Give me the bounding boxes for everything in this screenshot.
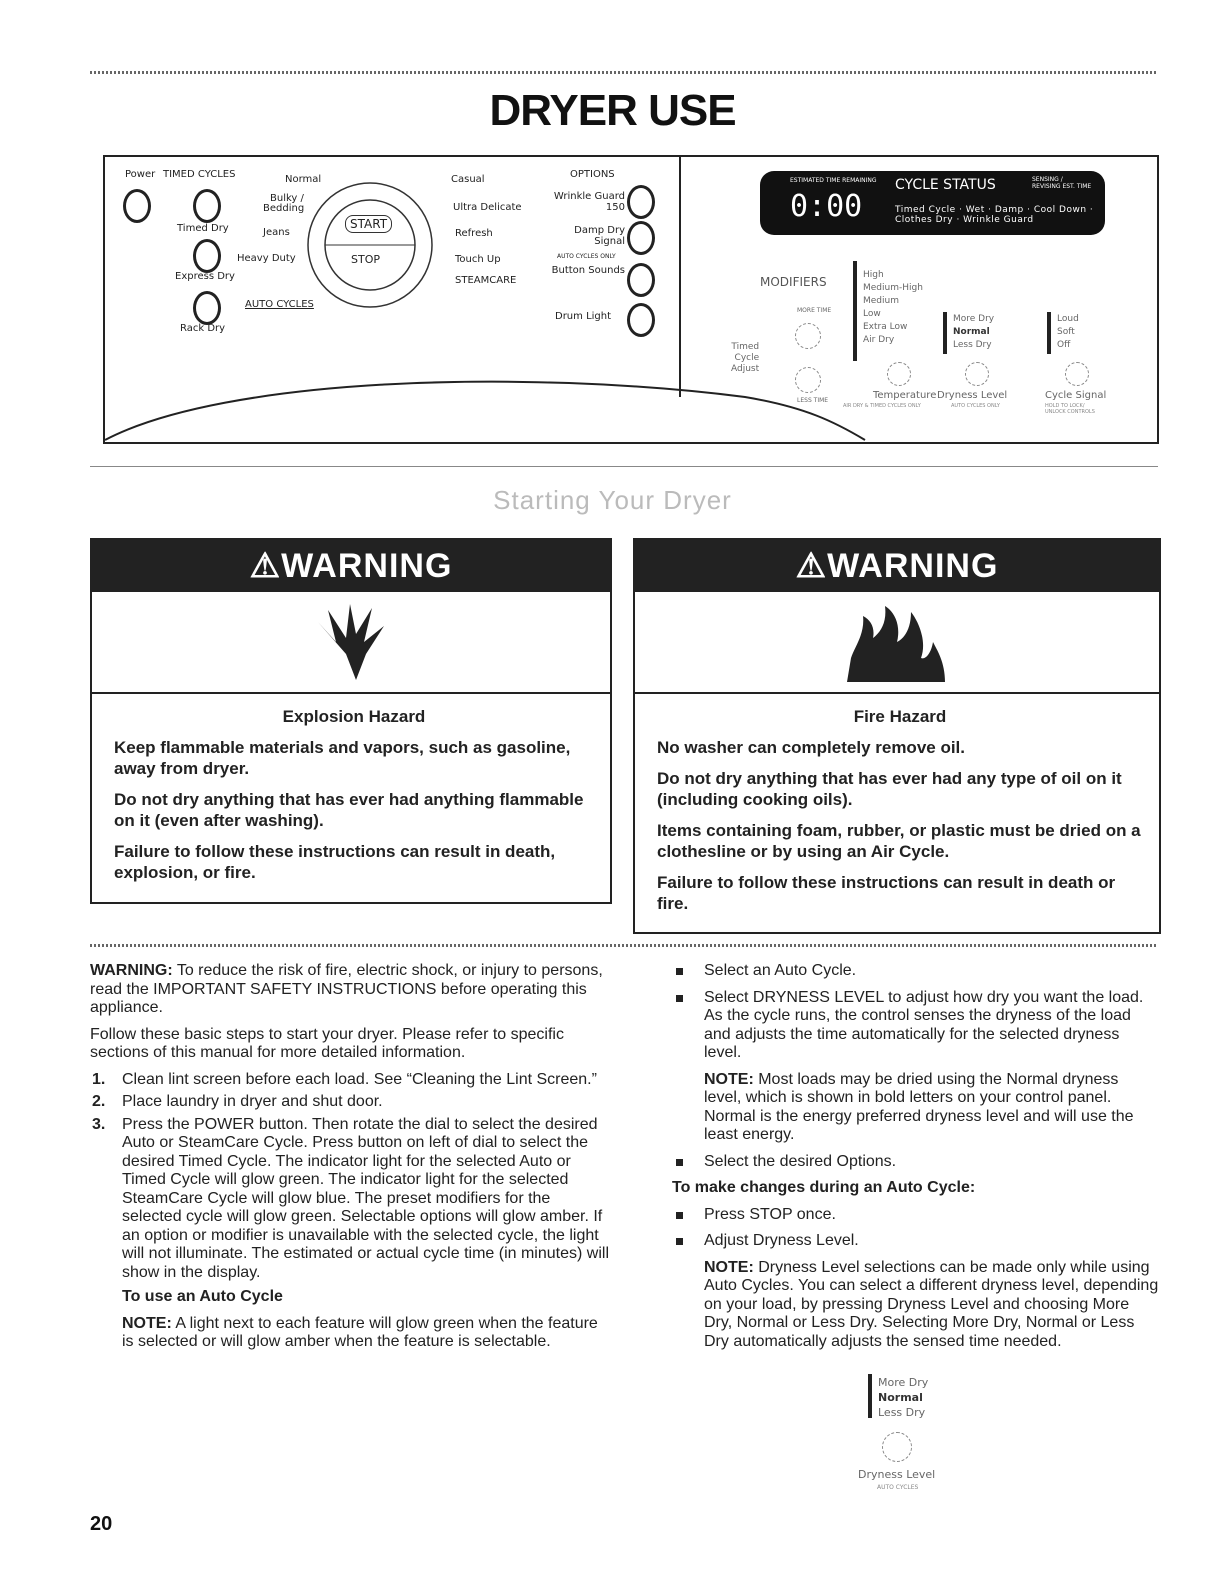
fire-hazard-heading: Fire Hazard (853, 707, 947, 726)
warning-paragraph: WARNING: To reduce the risk of fire, electric shock, or injury to persons, read the IMPORTANT SAFETY INSTRUCTIONS before operating this appliance. (90, 962, 603, 1016)
jeans-label: Jeans (263, 227, 290, 238)
sensing-label: SENSING / REVISING EST. TIME (1032, 176, 1092, 190)
cycle-signal-sub: HOLD TO LOCK/ UNLOCK CONTROLS (1045, 403, 1095, 415)
warning-banner-text: WARNING (827, 546, 999, 585)
power-button[interactable] (123, 189, 151, 223)
time-display: 0:00 (790, 189, 863, 224)
dryness-note: NOTE: Most loads may be dried using the Normal dryness level, which is shown in bold letters on your control panel. Normal is the energy preferred dryness level and will use the least energy. (704, 1070, 1134, 1143)
bulky-label: Bulky / (270, 193, 304, 204)
rack-dry-button[interactable] (193, 291, 221, 325)
normal-label: Normal (285, 174, 322, 185)
left-column (90, 962, 610, 1360)
dryness-selection-note: NOTE: Dryness Level selections can be made only while using Auto Cycles. You can select a different dryness level, depending on your load, by pressing Dryness Level and choosing More Dry, Normal or Less Dry. Selecting More Dry, Normal or Less Dry automatically adjusts the sensed time needed. (704, 1258, 1159, 1350)
warning-line: Do not dry anything that has ever had anything flammable on it (even after washing). (114, 790, 584, 830)
auto-cycle-heading: To use an Auto Cycle (122, 1288, 283, 1305)
cycle-status-label: CYCLE STATUS (895, 177, 996, 193)
dryness-level-label: Dryness Level (937, 390, 1008, 401)
timed-cycles-label: TIMED CYCLES (163, 169, 236, 180)
express-dry-button[interactable] (193, 239, 221, 273)
section-subtitle: Starting Your Dryer (493, 485, 732, 515)
start-button[interactable]: START (345, 215, 392, 233)
warning-box-explosion (90, 538, 612, 904)
fire-icon (841, 602, 951, 686)
dryness-levels: More Dry Normal Less Dry (953, 314, 995, 350)
mini-dryness-button (882, 1432, 912, 1462)
bullet-item: Select an Auto Cycle. (672, 962, 1160, 981)
changes-heading: To make changes during an Auto Cycle: (672, 1179, 976, 1196)
modifiers-label: MODIFIERS (760, 275, 827, 289)
more-time-button[interactable] (795, 323, 821, 349)
bullet-item: Press STOP once. (672, 1206, 1160, 1225)
est-time-label: ESTIMATED TIME REMAINING (790, 177, 877, 184)
explosion-icon (316, 602, 386, 682)
section-rule (90, 466, 1158, 467)
touch-up-label: Touch Up (455, 254, 501, 265)
page-title: DRYER USE (489, 86, 736, 135)
heavy-duty-label: Heavy Duty (237, 253, 296, 264)
warning-line: Items containing foam, rubber, or plastic must be dried on a clothesline or by using an Air Cycle. (657, 821, 1141, 861)
changes-bullets (672, 1206, 1160, 1251)
auto-bullets (672, 962, 1160, 1063)
temp-levels: High Medium-High Medium Low Extra Low Air Dry (863, 270, 923, 345)
bullet-item: Select DRYNESS LEVEL to adjust how dry you want the load. As the cycle runs, the control senses the dryness of the load and adjusts the time automatically for the selected dryness level. (672, 989, 1160, 1063)
less-time-label: LESS TIME (797, 397, 829, 404)
control-panel-illustration (103, 155, 1159, 444)
cycle-signal-button[interactable] (1065, 362, 1089, 386)
warning-banner (92, 540, 610, 592)
warning-line: No washer can completely remove oil. (657, 738, 966, 757)
warning-triangle-icon: ⚠ (795, 547, 828, 585)
signal-bar (1047, 312, 1051, 354)
warning-box-fire (633, 538, 1161, 934)
dryness-bar (943, 312, 947, 354)
top-rule (90, 71, 1158, 74)
wrinkle-guard-label: Wrinkle Guard 150 (553, 191, 625, 213)
damp-dry-signal-label: Damp Dry Signal (574, 225, 625, 247)
express-dry-label: Express Dry (175, 271, 235, 282)
mini-dryness-label: Dryness Level (858, 1468, 936, 1481)
warning-line: Failure to follow these instructions can result in death or fire. (657, 873, 1116, 913)
warning-triangle-icon: ⚠ (249, 547, 282, 585)
less-time-button[interactable] (795, 367, 821, 393)
stop-button[interactable]: STOP (351, 253, 380, 266)
temperature-label: Temperature (873, 390, 937, 401)
ultra-delicate-label: Ultra Delicate (453, 202, 522, 213)
bullet-item: Select the desired Options. (672, 1153, 1160, 1172)
explosion-hazard-heading: Explosion Hazard (282, 707, 426, 726)
warning-line: Keep flammable materials and vapors, such as gasoline, away from dryer. (114, 738, 571, 778)
button-sounds-button[interactable] (627, 263, 655, 297)
warning-line: Failure to follow these instructions can result in death, explosion, or fire. (114, 842, 556, 882)
step-item: 2. Place laundry in dryer and shut door. (92, 1093, 383, 1110)
mini-dryness-levels: More Dry Normal Less Dry (878, 1376, 929, 1419)
dryness-level-button[interactable] (965, 362, 989, 386)
wrinkle-guard-button[interactable] (627, 185, 655, 219)
step-item: 3. Press the POWER button. Then rotate the dial to select the desired Auto or SteamCare Cycle. Press button on left of dial to select the desired Timed Cycle. The indicator light for the selected Auto or Timed Cycle will glow green. The indicator light for the selected SteamCare Cycle will glow blue. The preset modifiers for the selected cycle will glow green. Selectable options will glow amber. If an option or modifier is unavailable with the selected cycle, the light will not illuminate. The estimated or actual cycle time (in minutes) will show in the display. (92, 1115, 609, 1281)
steps-list (90, 1071, 610, 1283)
bedding-label: Bedding (263, 203, 305, 214)
options-bullet (672, 1153, 1160, 1172)
body-rule (90, 944, 1158, 947)
steamcare-label: STEAMCARE (455, 275, 517, 286)
right-column (672, 962, 1160, 1359)
warning-line: Do not dry anything that has ever had any type of oil on it (including cooking oils). (657, 769, 1122, 809)
refresh-label: Refresh (455, 228, 493, 239)
auto-only-label: AUTO CYCLES ONLY (557, 253, 616, 260)
intro-paragraph: Follow these basic steps to start your dryer. Please refer to specific sections of this manual for more detailed information. (90, 1025, 564, 1061)
signal-levels: Loud Soft Off (1057, 314, 1079, 350)
warning-divider (92, 692, 610, 694)
button-sounds-label: Button Sounds (551, 265, 625, 276)
auto-cycles-label: AUTO CYCLES (245, 299, 314, 310)
status-display (760, 171, 1105, 235)
power-label: Power (125, 169, 156, 180)
more-time-label: MORE TIME (797, 307, 832, 314)
temperature-button[interactable] (887, 362, 911, 386)
timed-dry-label: Timed Dry (177, 223, 229, 234)
temp-bar (853, 261, 857, 361)
mini-dryness-bar (868, 1374, 872, 1418)
page-number: 20 (90, 1513, 113, 1535)
drum-light-label: Drum Light (555, 311, 612, 322)
timed-cycle-adjust-label: Timed Cycle Adjust (731, 342, 760, 374)
cycle-signal-label: Cycle Signal (1045, 390, 1107, 401)
damp-dry-signal-button[interactable] (627, 221, 655, 255)
warning-banner-text: WARNING (281, 546, 453, 585)
temperature-sub: AIR DRY & TIMED CYCLES ONLY (843, 403, 921, 409)
auto-note: NOTE: A light next to each feature will glow green when the feature is selected or will glow amber when the feature is selectable. (122, 1314, 598, 1350)
warning-banner (635, 540, 1159, 592)
options-label: OPTIONS (570, 169, 615, 180)
step-item: 1. Clean lint screen before each load. See “Cleaning the Lint Screen.” (92, 1070, 597, 1088)
warning-divider (635, 692, 1159, 694)
timed-dry-button[interactable] (193, 189, 221, 223)
rack-dry-label: Rack Dry (180, 323, 226, 334)
status-items: Timed Cycle · Wet · Damp · Cool Down · Clothes Dry · Wrinkle Guard (895, 205, 1094, 225)
drum-light-button[interactable] (627, 303, 655, 337)
casual-label: Casual (451, 174, 485, 185)
bullet-item: Adjust Dryness Level. (672, 1232, 1160, 1251)
mini-dryness-sub: AUTO CYCLES (877, 1484, 919, 1491)
dryness-sub: AUTO CYCLES ONLY (951, 403, 1000, 409)
